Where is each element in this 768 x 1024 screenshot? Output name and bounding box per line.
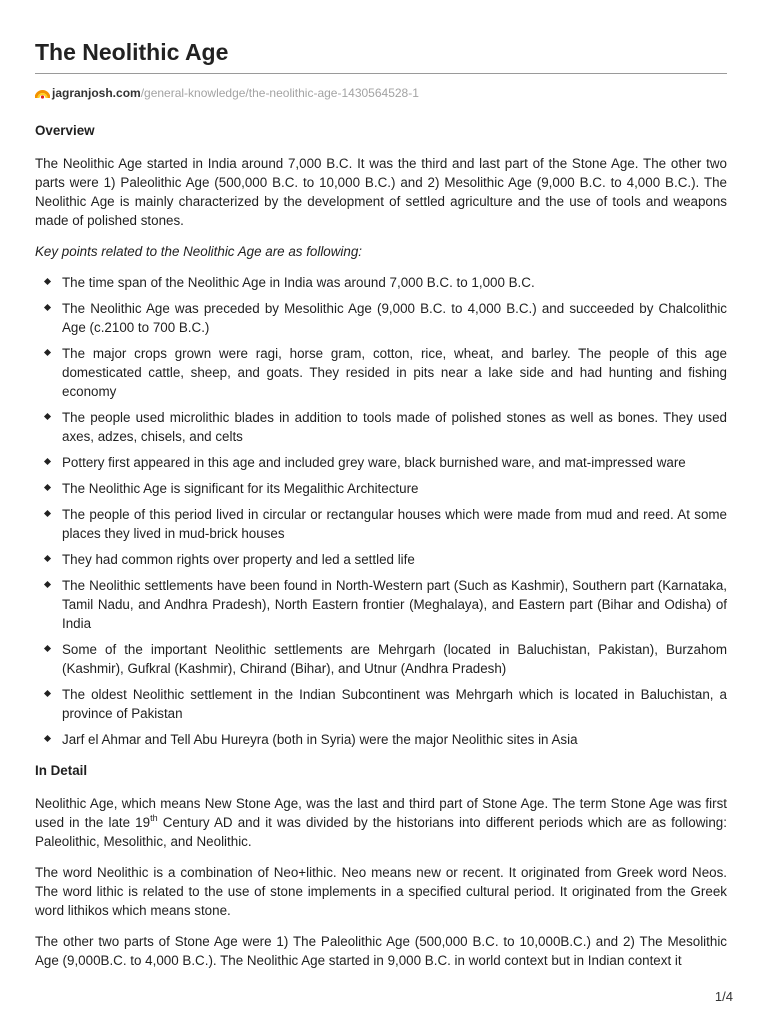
bullet-icon: [44, 458, 51, 465]
list-item: [35, 479, 727, 498]
page-title: The Neolithic Age: [35, 39, 229, 65]
key-points-list: [35, 273, 727, 749]
list-item-text: The people of this period lived in circular or rectangular houses which were made from mud and reed. At some places they lived in mud-brick houses: [62, 507, 727, 541]
bullet-icon: [44, 484, 51, 491]
list-item-text: Pottery first appeared in this age and included grey ware, black burnished ware, and mat-impressed ware: [62, 455, 686, 470]
list-item-text: The oldest Neolithic settlement in the Indian Subcontinent was Mehrgarh which is located in Baluchistan, a province of Pakistan: [62, 687, 727, 721]
list-item: [35, 273, 727, 292]
overview-paragraph: The Neolithic Age started in India around 7,000 B.C. It was the third and last part of the Stone Age. The other two parts were 1) Paleolithic Age (500,000 B.C. to 10,000 B.C.) and 2) Mesolithic Age (9,000 B.C. to 4,000 B.C.). The Neolithic Age is mainly characterized by the development of settled agriculture and the use of tools and weapons made of polished stones.: [35, 156, 727, 228]
bullet-icon: [44, 581, 51, 588]
list-item-text: The people used microlithic blades in addition to tools made of polished stones as well as bones. They used axes, adzes, chisels, and celts: [62, 410, 727, 444]
jagranjosh-logo-icon: [35, 86, 50, 99]
bullet-icon: [44, 413, 51, 420]
list-item: [35, 576, 727, 633]
list-item-text: They had common rights over property and led a settled life: [62, 552, 415, 567]
in-detail-text-b: Century AD and it was divided by the historians into different periods which are as following: Paleolithic, Mesolithic, and Neolithic.: [35, 815, 727, 849]
list-item: [35, 685, 727, 723]
list-item-text: The Neolithic Age is significant for its Megalithic Architecture: [62, 481, 419, 496]
list-item: [35, 505, 727, 543]
list-item: [35, 408, 727, 446]
overview-heading: Overview: [35, 123, 95, 138]
bullet-icon: [44, 349, 51, 356]
bullet-icon: [44, 510, 51, 517]
in-detail-paragraph-1: [35, 794, 727, 851]
list-item: [35, 640, 727, 678]
bullet-icon: [44, 735, 51, 742]
source-domain[interactable]: jagranjosh.com: [52, 86, 141, 100]
list-item: [35, 299, 727, 337]
bullet-icon: [44, 304, 51, 311]
bullet-icon: [44, 690, 51, 697]
in-detail-paragraph-2: The word Neolithic is a combination of Neo+lithic. Neo means new or recent. It originated from Greek word Neos. The word lithic is related to the use of stone implements in a specified cultural period. It originated from the Greek word lithikos which means stone.: [35, 865, 727, 918]
list-item-text: The Neolithic Age was preceded by Mesolithic Age (9,000 B.C. to 4,000 B.C.) and succeeded by Chalcolithic Age (c.2100 to 700 B.C.): [62, 301, 727, 335]
list-item-text: Jarf el Ahmar and Tell Abu Hureyra (both in Syria) were the major Neolithic sites in Asia: [62, 732, 578, 747]
bullet-icon: [44, 645, 51, 652]
list-item-text: Some of the important Neolithic settlements are Mehrgarh (located in Baluchistan, Pakistan), Burzahom (Kashmir), Gufkral (Kashmir), Chirand (Bihar), and Utnur (Andhra Pradesh): [62, 642, 727, 676]
bullet-icon: [44, 555, 51, 562]
key-points-lead: Key points related to the Neolithic Age are as following:: [35, 244, 363, 259]
source-path[interactable]: /general-knowledge/the-neolithic-age-1430564528-1: [140, 86, 419, 100]
source-link[interactable]: [35, 85, 419, 101]
title-divider: [35, 73, 727, 74]
list-item-text: The time span of the Neolithic Age in India was around 7,000 B.C. to 1,000 B.C.: [62, 275, 535, 290]
article-body: [35, 121, 727, 982]
in-detail-heading: In Detail: [35, 763, 88, 778]
list-item: [35, 344, 727, 401]
in-detail-paragraph-3: The other two parts of Stone Age were 1) The Paleolithic Age (500,000 B.C. to 10,000B.C.) and 2) The Mesolithic Age (9,000B.C. to 4,000 B.C.). The Neolithic Age started in 9,000 B.C. in world context but in Indian context it: [35, 934, 727, 968]
list-item-text: The major crops grown were ragi, horse gram, cotton, rice, wheat, and barley. The people of this age domesticated cattle, sheep, and goats. They resided in pits near a lake side and had hunting and fishing economy: [62, 346, 727, 399]
in-detail-text-a: Neolithic Age, which means New Stone Age, was the last and third part of Stone Age. The term Stone Age was first used in the late 19: [35, 796, 727, 830]
list-item: [35, 453, 727, 472]
bullet-icon: [44, 278, 51, 285]
superscript-th: th: [150, 813, 158, 823]
page-number: 1/4: [714, 989, 733, 1004]
list-item: [35, 550, 727, 569]
list-item: [35, 730, 727, 749]
list-item-text: The Neolithic settlements have been found in North-Western part (Such as Kashmir), Southern part (Karnataka, Tamil Nadu, and Andhra Pradesh), North Eastern frontier (Meghalaya), and Eastern part (Bihar and Odisha) of India: [62, 578, 727, 631]
